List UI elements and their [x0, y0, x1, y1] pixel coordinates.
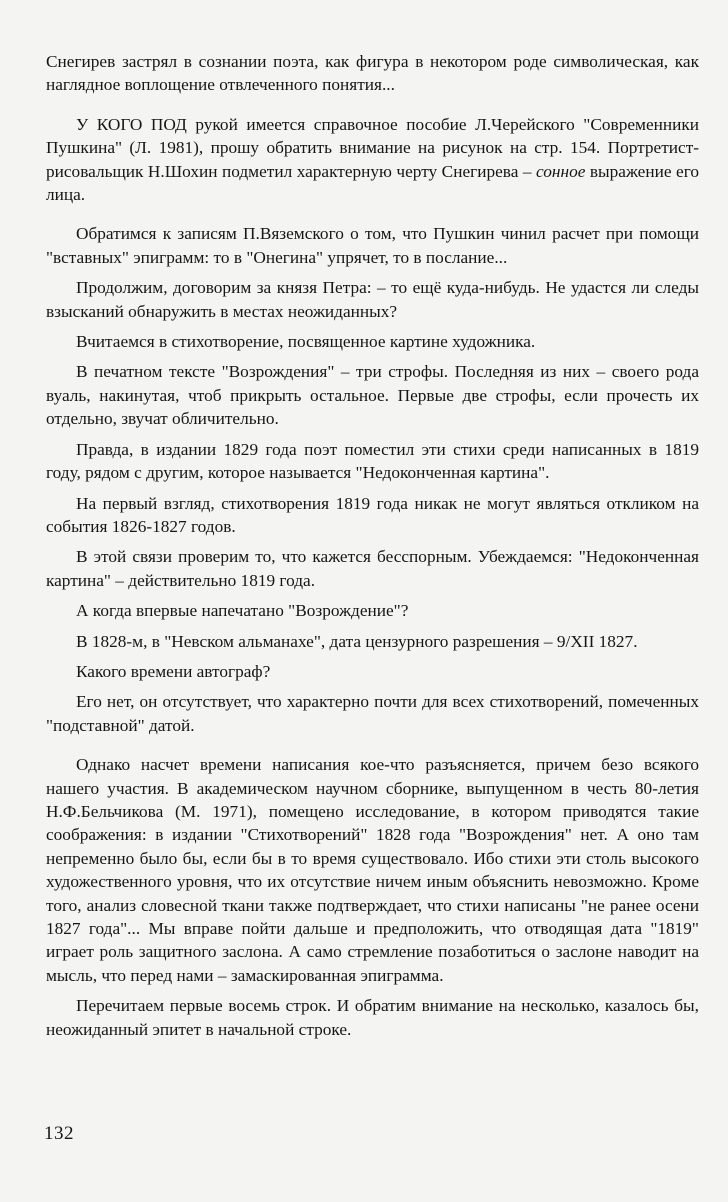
- paragraph-14: Однако насчет времени написания кое-что разъясняется, причем безо всякого нашего участия. В академическом научном сборнике, выпущенном в честь 80-летия Н.Ф.Бельчикова (М. 1971), помещено исследование, в котором приводятся такие соображения: в издании "Стихотворений" 1828 года "Возрождения" нет. А оно там непременно было бы, если бы в то время существовало. Ибо стихи эти столь высокого художественного уровня, что их отсутствие ничем иным объяснить невозможно. Кроме того, анализ словесной ткани также подтверждает, что стихи написаны "не ранее осени 1827 года"... Мы вправе пойти дальше и предположить, что отводящая дата "1819" играет роль защитного заслона. А само стремление позаботиться о заслоне наводит на мысль, что перед нами – замаскированная эпиграмма.: [46, 755, 699, 985]
- paragraph-9: В этой связи проверим то, что кажется бесспорным. Убеждаемся: "Недоконченная картина" – действительно 1819 года.: [46, 547, 699, 590]
- paragraph-8: На первый взгляд, стихотворения 1819 года никак не могут являться откликом на события 1826-1827 годов.: [46, 493, 699, 536]
- paragraph-2-italic: сонное: [536, 161, 586, 181]
- paragraph-12: Какого времени автограф?: [76, 661, 271, 681]
- paragraph-2: [46, 113, 699, 207]
- paragraph-15: Перечитаем первые восемь строк. И обратим внимание на несколько, казалось бы, неожиданный эпитет в начальной строке.: [46, 996, 699, 1039]
- main-text: [46, 50, 699, 1048]
- paragraph-6: В печатном тексте "Возрождения" – три строфы. Последняя из них – своего рода вуаль, накинутая, чтоб прикрыть остальное. Первые две строфы, если прочесть их отдельно, звучат обличительно.: [46, 362, 699, 429]
- paragraph-4: Продолжим, договорим за князя Петра: – то ещё куда-нибудь. Не удастся ли следы взысканий обнаружить в местах неожиданных?: [46, 278, 699, 321]
- paragraph-7: Правда, в издании 1829 года поэт поместил эти стихи среди написанных в 1819 году, рядом с другим, которое называется "Недоконченная картина".: [46, 439, 699, 483]
- paragraph-13: Его нет, он отсутствует, что характерно почти для всех стихотворений, помеченных "подставной" датой.: [46, 692, 699, 735]
- paragraph-2-tail: выражение его лица.: [46, 161, 699, 205]
- paragraph-2-text: У КОГО ПОД рукой имеется справочное пособие Л.Черейского "Современники Пушкина" (Л. 1981), прошу обратить внимание на рисунок на стр. 154. Портретист-рисовальщик Н.Шохин подметил характерную черту Снегирева –: [46, 114, 699, 181]
- paragraph-1: Снегирев застрял в сознании поэта, как фигура в некотором роде символическая, как наглядное воплощение отвлеченного понятия...: [46, 52, 699, 95]
- page-number: 132: [44, 1123, 74, 1144]
- paragraph-11: В 1828-м, в "Невском альманахе", дата цензурного разрешения – 9/XII 1827.: [76, 631, 638, 651]
- paragraph-5: Вчитаемся в стихотворение, посвященное картине художника.: [76, 332, 536, 352]
- paragraph-3: Обратимся к записям П.Вяземского о том, что Пушкин чинил расчет при помощи "вставных" эпиграмм: то в "Онегина" упрячет, то в послание...: [46, 224, 699, 267]
- paragraph-10: А когда впервые напечатано "Возрождение"?: [76, 601, 409, 621]
